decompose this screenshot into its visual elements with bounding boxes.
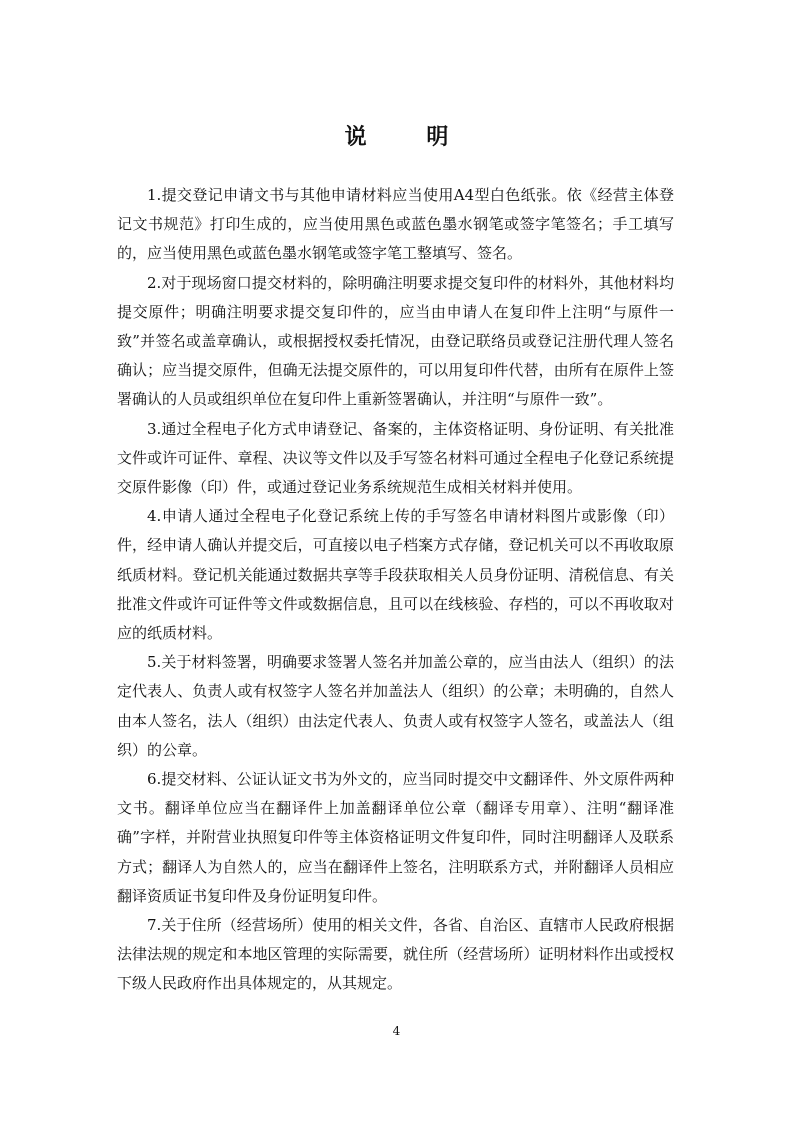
- paragraph-5: 5.关于材料签署，明确要求签署人签名并加盖公章的，应当由法人（组织）的法定代表人、负责人或有权签字人签名并加盖法人（组织）的公章；未明确的，自然人由本人签名，法人（组织）由法定代表人、负责人或有权签字人签名，或盖法人（组织）的公章。: [117, 653, 674, 759]
- paragraph-4: 4.申请人通过全程电子化登记系统上传的手写签名申请材料图片或影像（印）件，经申请人确认并提交后，可直接以电子档案方式存储，登记机关可以不再收取原纸质材料。登记机关能通过数据共享等手段获取相关人员身份证明、清税信息、有关批准文件或许可证件等文件或数据信息，且可以在线核验、存档的，可以不再收取对应的纸质材料。: [117, 507, 674, 643]
- page-number: 4: [392, 1024, 401, 1038]
- paragraph-2: 2.对于现场窗口提交材料的，除明确注明要求提交复印件的材料外，其他材料均提交原件；明确注明要求提交复印件的，应当由申请人在复印件上注明“与原件一致”并签名或盖章确认，或根据授权委托情况，由登记联络员或登记注册代理人签名确认；应当提交原件，但确无法提交原件的，可以用复印件代替，由所有在原件上签署确认的人员或组织单位在复印件上重新签署确认，并注明“与原件一致”。: [117, 273, 674, 409]
- instructions-body: [117, 181, 674, 999]
- paragraph-6: 6.提交材料、公证认证文书为外文的，应当同时提交中文翻译件、外文原件两种文书。翻译单位应当在翻译件上加盖翻译单位公章（翻译专用章）、注明“翻译准确”字样，并附营业执照复印件等主体资格证明文件复印件，同时注明翻译人及联系方式；翻译人为自然人的，应当在翻译件上签名，注明联系方式，并附翻译人员相应翻译资质证书复印件及身份证明复印件。: [117, 770, 674, 905]
- paragraph-3: 3.通过全程电子化方式申请登记、备案的，主体资格证明、身份证明、有关批准文件或许可证件、章程、决议等文件以及手写签名材料可通过全程电子化登记系统提交原件影像（印）件，或通过登记业务系统规范生成相关材料并使用。: [117, 419, 674, 497]
- paragraph-1: 1.提交登记申请文书与其他申请材料应当使用A4型白色纸张。依《经营主体登记文书规范》打印生成的，应当使用黑色或蓝色墨水钢笔或签字笔签名；手工填写的，应当使用黑色或蓝色墨水钢笔或签字笔工整填写、签名。: [117, 186, 674, 263]
- page-title: 说 明: [344, 124, 475, 150]
- paragraph-7: 7.关于住所（经营场所）使用的相关文件，各省、自治区、直辖市人民政府根据法律法规的规定和本地区管理的实际需要，就住所（经营场所）证明材料作出或授权下级人民政府作出具体规定的，从其规定。: [117, 916, 674, 993]
